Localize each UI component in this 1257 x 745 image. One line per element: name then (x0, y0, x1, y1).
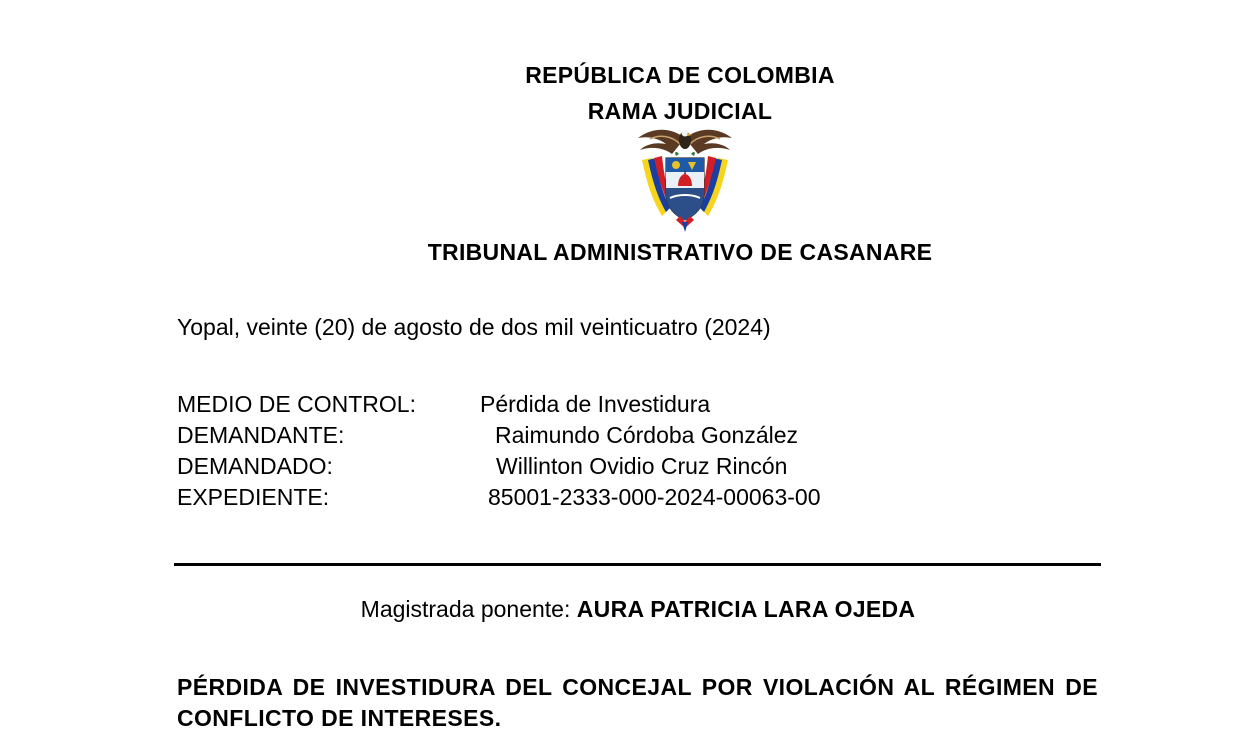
case-number-label: EXPEDIENTE: (177, 484, 330, 510)
plaintiff-label: DEMANDANTE: (177, 422, 345, 448)
rapporteur-line (0, 596, 1257, 623)
rapporteur-name: AURA PATRICIA LARA OJEDA (576, 596, 916, 622)
defendant-label: DEMANDADO: (177, 453, 333, 479)
date-line: Yopal, veinte (20) de agosto de dos mil veinticuatro (2024) (177, 314, 771, 340)
court-name: TRIBUNAL ADMINISTRATIVO DE CASANARE (427, 239, 933, 265)
case-number-value: 85001-2333-000-2024-00063-00 (488, 484, 821, 510)
horizontal-divider (174, 563, 1101, 566)
control-medium-value: Pérdida de Investidura (480, 391, 711, 417)
coat-of-arms-icon (632, 124, 738, 232)
plaintiff-value: Raimundo Córdoba González (495, 422, 799, 448)
subject-heading: PÉRDIDA DE INVESTIDURA DEL CONCEJAL POR VIOLACIÓN AL RÉGIMEN DE CONFLICTO DE INTERESES. (177, 674, 1098, 731)
header-country: REPÚBLICA DE COLOMBIA (525, 62, 835, 88)
control-medium-label: MEDIO DE CONTROL: (177, 391, 416, 417)
rapporteur-label: Magistrada ponente: (360, 596, 577, 622)
header-branch: RAMA JUDICIAL (587, 98, 773, 124)
defendant-value: Willinton Ovidio Cruz Rincón (496, 453, 788, 479)
